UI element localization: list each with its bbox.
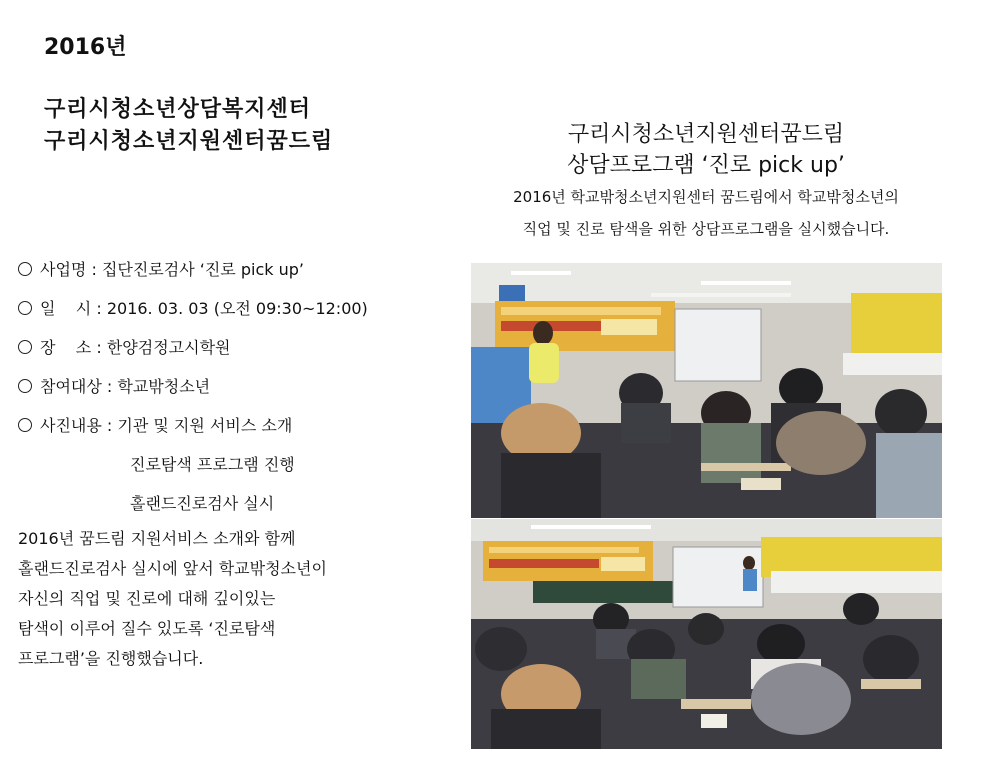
circle-bullet-icon [18, 418, 32, 432]
info-value: 집단진로검사 ‘진로 pick up’ [101, 260, 304, 279]
right-desc-line1: 2016년 학교밖청소년지원센터 꿈드림에서 학교밖청소년의 [513, 188, 899, 206]
info-value: 기관 및 지원 서비스 소개 [117, 416, 293, 435]
info-row-photo-contents [18, 415, 458, 454]
info-label: 일 시 : [40, 299, 107, 318]
circle-bullet-icon [18, 262, 32, 276]
info-label: 사업명 : [40, 260, 102, 279]
right-title-line2: 상담프로그램 ‘진로 pick up’ [567, 153, 845, 178]
program-description [18, 524, 458, 674]
classroom-photo-2 [471, 519, 942, 749]
circle-bullet-icon [18, 340, 32, 354]
org-name-counseling: 구리시청소년상담복지센터 [44, 97, 312, 122]
year-heading: 2016년 [44, 35, 127, 60]
classroom-photo-1 [471, 263, 942, 518]
org-name-dreamdream: 구리시청소년지원센터꿈드림 [44, 129, 334, 154]
info-row-photo-contents-cont: 진로탐색 프로그램 진행 [130, 455, 295, 474]
info-row-place [18, 337, 458, 376]
classroom-photo-2-image [471, 519, 942, 749]
description-line: 자신의 직업 및 진로에 대해 깊이있는 [18, 589, 276, 608]
description-line: 2016년 꿈드림 지원서비스 소개와 함께 [18, 529, 296, 548]
description-line: 프로그램’을 진행했습니다. [18, 649, 204, 668]
info-label: 참여대상 : [40, 377, 118, 396]
info-label: 장 소 : [40, 338, 107, 357]
info-value: 2016. 03. 03 (오전 09:30~12:00) [106, 299, 368, 318]
right-title-line1: 구리시청소년지원센터꿈드림 [567, 122, 845, 147]
info-row-photo-contents-cont: 홀랜드진로검사 실시 [130, 494, 275, 513]
circle-bullet-icon [18, 301, 32, 315]
classroom-photo-1-image [471, 263, 942, 518]
info-row-date [18, 298, 458, 337]
circle-bullet-icon [18, 379, 32, 393]
description-line: 탐색이 이루어 질수 있도록 ‘진로탐색 [18, 619, 276, 638]
info-label: 사진내용 : [40, 416, 118, 435]
description-line: 홀랜드진로검사 실시에 앞서 학교밖청소년이 [18, 559, 327, 578]
info-row-participants [18, 376, 458, 415]
right-desc-line2: 직업 및 진로 탐색을 위한 상담프로그램을 실시했습니다. [522, 220, 890, 238]
info-value: 학교밖청소년 [117, 377, 211, 396]
info-row-program-name [18, 259, 458, 298]
program-info-list [18, 259, 458, 532]
info-value: 한양검정고시학원 [106, 338, 231, 357]
